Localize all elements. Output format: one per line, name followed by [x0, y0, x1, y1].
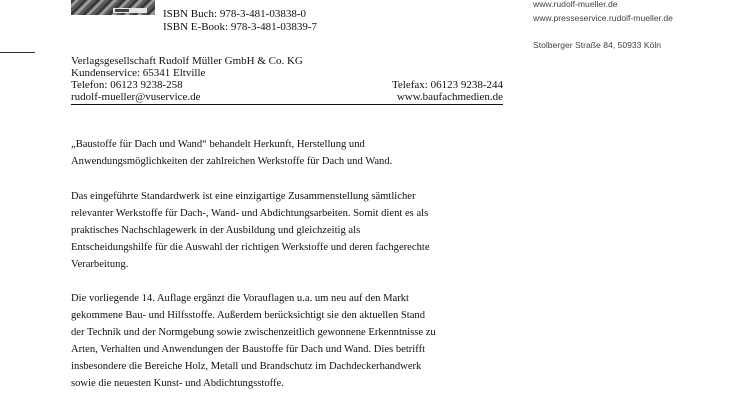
text-line: Verarbeitung. [71, 259, 129, 270]
text-line: praktisches Nachschlagewerk in der Ausbildung und gleichzeitig als [71, 225, 361, 236]
text-line: „Baustoffe für Dach und Wand“ behandelt Herkunft, Herstellung und [71, 139, 365, 150]
website-link[interactable]: www.baufachmedien.de [396, 91, 503, 103]
phone-fax-row [71, 80, 503, 92]
text-line: Das eingeführte Standardwerk ist eine einzigartige Zusammenstellung sämtlicher [71, 191, 416, 202]
web-main-link[interactable]: www.rudolf-mueller.de [533, 0, 618, 9]
book-cover-thumbnail [71, 0, 155, 15]
publisher-logo [113, 8, 147, 13]
divider-line [0, 52, 35, 53]
isbn-ebook: ISBN E-Book: 978-3-481-03839-7 [163, 21, 317, 33]
text-line: sowie die neuesten Kunst- und Abdichtungsstoffe. [71, 378, 284, 389]
paragraph-standard-work [71, 188, 511, 273]
text-line: der Technik und der Normgebung sowie zwischenzeitlich gewonnene Erkenntnisse zu [71, 327, 436, 338]
text-line: gekommene Bau- und Hilfsstoffe. Außerdem berücksichtigt sie den aktuellen Stand [71, 310, 426, 321]
text-line: Arten, Verhalten und Anwendungen der Baustoffe für Dach und Wand. Dies betrifft [71, 344, 426, 355]
publisher-name: Verlagsgesellschaft Rudolf Müller GmbH & Co. KG [71, 55, 303, 67]
email-web-row [71, 92, 503, 105]
publisher-address: Stolberger Straße 84, 50933 Köln [533, 40, 662, 50]
text-line: relevanter Werkstoffe für Dach-, Wand- und Abdichtungsarbeiten. Somit dient es als [71, 208, 429, 219]
phone: Telefon: 06123 9238-258 [71, 79, 183, 91]
text-line: Anwendungsmöglichkeiten der zahlreichen Werkstoffe für Dach und Wand. [71, 156, 393, 167]
isbn-book: ISBN Buch: 978-3-481-03838-0 [163, 8, 306, 20]
fax: Telefax: 06123 9238-244 [391, 79, 503, 91]
email-link[interactable]: rudolf-mueller@vuservice.de [71, 91, 201, 103]
text-line: insbesondere die Bereiche Holz, Metall und Brandschutz im Dachdeckerhandwerk [71, 361, 422, 372]
text-line: Entscheidungshilfe für die Auswahl der richtigen Werkstoffe und deren fachgerechte [71, 242, 430, 253]
paragraph-intro [71, 136, 511, 170]
paragraph-14th-edition [71, 290, 511, 392]
customer-service: Kundenservice: 65341 Eltville [71, 67, 206, 79]
web-press-link[interactable]: www.presseservice.rudolf-mueller.de [533, 13, 673, 23]
text-line: Die vorliegende 14. Auflage ergänzt die Vorauflagen u.a. um neu auf den Markt [71, 293, 410, 304]
